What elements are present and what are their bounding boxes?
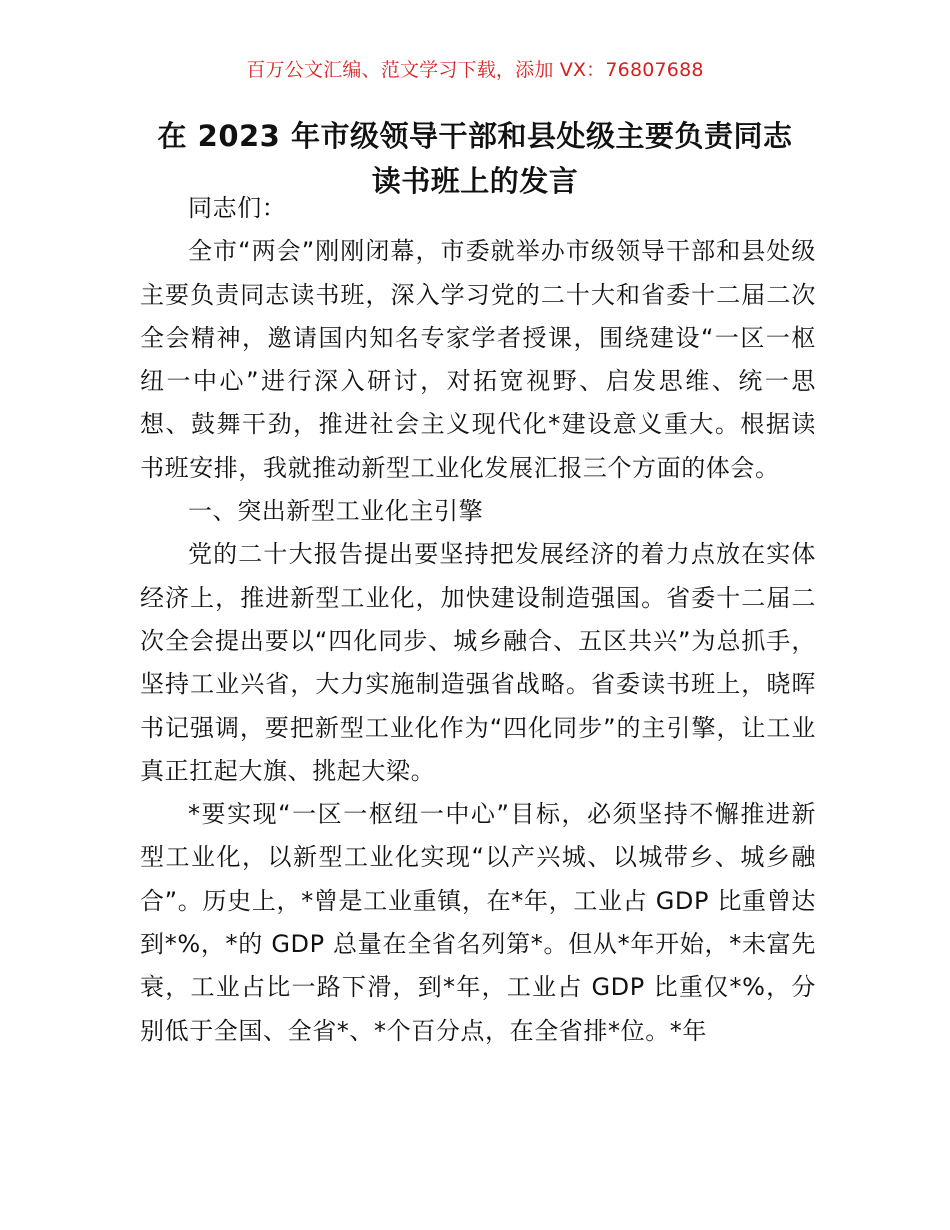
salutation: 同志们： bbox=[188, 194, 287, 222]
title-line-1: 在 2023 年市级领导干部和县处级主要负责同志 bbox=[157, 119, 793, 153]
section-heading-1: 一、突出新型工业化主引擎 bbox=[188, 497, 484, 526]
title-line-2: 读书班上的发言 bbox=[371, 164, 579, 198]
paragraph-intro: 全市“两会”刚刚闭幕，市委就举办市级领导干部和县处级主要负责同志读书班，深入学习党的二十大和省委十二届二次全会精神，邀请国内知名专家学者授课，围绕建设“一区一枢纽一中心”进行深入研讨，对拓宽视野、启发思维、统一思想、鼓舞干劲，推进社会主义现代化*建设意义重大。根据读书班安排，我就推动新型工业化发展汇报三个方面的体会。 bbox=[140, 237, 816, 482]
paragraph-body: 党的二十大报告提出要坚持把发展经济的着力点放在实体经济上，推进新型工业化，加快建设制造强国。省委十二届二次全会提出要以“四化同步、城乡融合、五区共兴”为总抓手，坚持工业兴省，大力实施制造强省战略。省委读书班上，晓晖书记强调，要把新型工业化作为“四化同步”的主引擎，让工业真正扛起大旗、挑起大梁。 bbox=[140, 540, 816, 785]
paragraph-body: *要实现“一区一枢纽一中心”目标，必须坚持不懈推进新型工业化，以新型工业化实现“以产兴城、以城带乡、城乡融合”。历史上，*曾是工业重镇，在*年，工业占 GDP 比重曾达到*%，*的 GDP 总量在全省名列第*。但从*年开始，*未富先衰，工业占比一路下滑，到*年，工业占 GDP 比重仅*%，分别低于全国、全省*、*个百分点，在全省排*位。*年 bbox=[140, 800, 816, 1045]
document-body bbox=[140, 187, 816, 1053]
watermark-contact: 百万公文汇编、范文学习下载，添加 VX：76807688 bbox=[246, 59, 704, 81]
